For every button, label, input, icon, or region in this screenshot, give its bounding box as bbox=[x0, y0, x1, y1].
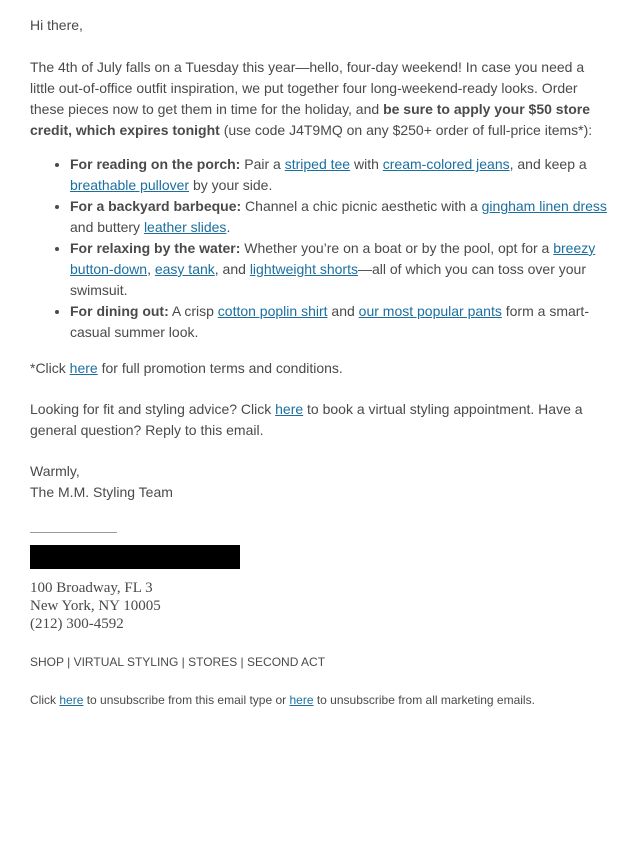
signoff-line: Warmly, bbox=[30, 463, 80, 479]
look-text: Pair a bbox=[240, 156, 285, 172]
list-item-porch bbox=[70, 154, 610, 196]
look-text: and buttery bbox=[70, 219, 144, 235]
look-text: . bbox=[226, 219, 231, 235]
unsub-text: to unsubscribe from all marketing emails. bbox=[313, 693, 535, 707]
unsub-text: to unsubscribe from this email type or bbox=[83, 693, 290, 707]
look-text: A crisp bbox=[168, 303, 218, 319]
look-text: by your side. bbox=[189, 177, 273, 193]
footer-link-second-act[interactable]: SECOND ACT bbox=[247, 655, 326, 669]
promo-terms-link[interactable]: here bbox=[69, 360, 98, 376]
divider bbox=[30, 532, 117, 533]
advice-text: to book a virtual styling appointment. Have a general question? Reply to this email. bbox=[30, 401, 583, 438]
link-breathable-pullover[interactable]: breathable pullover bbox=[70, 177, 190, 193]
link-cotton-poplin-shirt[interactable]: cotton poplin shirt bbox=[217, 303, 328, 319]
intro-credit-bold: be sure to apply your $50 store credit, which expires tonight bbox=[30, 101, 591, 138]
address-line: 100 Broadway, FL 3 bbox=[30, 580, 153, 596]
unsub-text: Click bbox=[30, 693, 60, 707]
redacted-bar bbox=[30, 545, 240, 569]
look-text: form a smart-casual summer look. bbox=[70, 303, 589, 340]
advice-text: Looking for fit and styling advice? Click bbox=[30, 401, 276, 417]
look-text: and bbox=[327, 303, 359, 319]
look-text: , and keep a bbox=[509, 156, 587, 172]
link-leather-slides[interactable]: leather slides bbox=[143, 219, 227, 235]
book-appointment-link[interactable]: here bbox=[275, 401, 304, 417]
phone-number: (212) 300-4592 bbox=[30, 616, 124, 632]
intro-paragraph bbox=[30, 57, 605, 141]
footer-separator: | bbox=[63, 655, 74, 669]
footer-link-virtual-styling[interactable]: VIRTUAL STYLING bbox=[73, 655, 179, 669]
look-text: Channel a chic picnic aesthetic with a bbox=[241, 198, 482, 214]
look-title: For reading on the porch: bbox=[70, 156, 241, 172]
link-striped-tee[interactable]: striped tee bbox=[284, 156, 351, 172]
styling-advice bbox=[30, 399, 605, 441]
link-gingham-dress[interactable]: gingham linen dress bbox=[481, 198, 607, 214]
unsubscribe-line bbox=[30, 692, 535, 708]
unsubscribe-all-link[interactable]: here bbox=[289, 693, 314, 707]
footer-separator: | bbox=[237, 655, 248, 669]
footer-nav bbox=[30, 654, 325, 670]
greeting: Hi there, bbox=[30, 17, 83, 33]
link-popular-pants[interactable]: our most popular pants bbox=[358, 303, 502, 319]
promo-text: for full promotion terms and conditions. bbox=[97, 360, 343, 376]
look-text: —all of which you can toss over your swimsuit. bbox=[70, 261, 586, 298]
look-text: , bbox=[147, 261, 155, 277]
look-text: Whether you’re on a boat or by the pool, opt for a bbox=[240, 240, 554, 256]
link-lightweight-shorts[interactable]: lightweight shorts bbox=[249, 261, 358, 277]
look-title: For dining out: bbox=[70, 303, 169, 319]
address-line: New York, NY 10005 bbox=[30, 598, 161, 614]
list-item-water bbox=[70, 238, 610, 301]
look-text: with bbox=[350, 156, 383, 172]
footer-link-shop[interactable]: SHOP bbox=[30, 655, 64, 669]
link-breezy-button-down[interactable]: breezy button-down bbox=[70, 240, 596, 277]
list-item-dining bbox=[70, 301, 610, 343]
signoff-team: The M.M. Styling Team bbox=[30, 484, 173, 500]
looks-list bbox=[30, 154, 610, 343]
unsubscribe-type-link[interactable]: here bbox=[59, 693, 84, 707]
link-easy-tank[interactable]: easy tank bbox=[154, 261, 215, 277]
intro-code-text: (use code J4T9MQ on any $250+ order of full-price items*): bbox=[219, 122, 593, 138]
look-title: For a backyard barbeque: bbox=[70, 198, 242, 214]
address-block bbox=[30, 579, 161, 633]
list-item-barbeque bbox=[70, 196, 610, 238]
intro-text: The 4th of July falls on a Tuesday this year—hello, four-day weekend! In case you need a little out-of-office outfit inspiration, we put together four long-weekend-ready looks. Order these pieces now to get them in time for the holiday, and bbox=[30, 59, 585, 117]
look-text: , and bbox=[214, 261, 250, 277]
link-cream-jeans[interactable]: cream-colored jeans bbox=[382, 156, 510, 172]
footer-link-stores[interactable]: STORES bbox=[188, 655, 238, 669]
signoff bbox=[30, 461, 173, 503]
promo-text: *Click bbox=[30, 360, 70, 376]
footer-separator: | bbox=[178, 655, 189, 669]
promo-terms bbox=[30, 358, 343, 379]
look-title: For relaxing by the water: bbox=[70, 240, 241, 256]
